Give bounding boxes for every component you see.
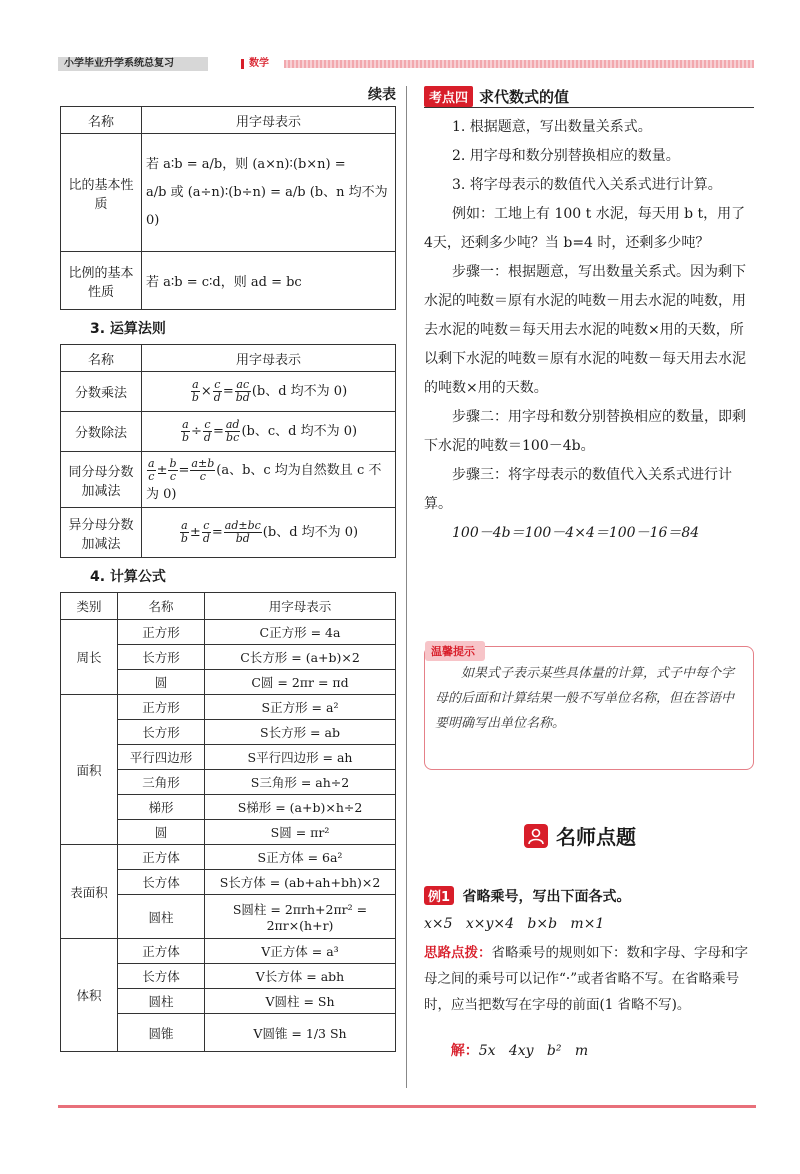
operation-rules-table — [60, 344, 396, 558]
shape-formula: S圆 = πr² — [205, 820, 396, 845]
table-row — [61, 845, 396, 870]
step-explanation: 步骤一：根据题意，写出数量关系式。因为剩下水泥的吨数＝原有水泥的吨数－用去水泥的吨数，用去水泥的吨数＝每天用去水泥的吨数×用的天数，所以剩下水泥的吨数＝原有水泥的吨数－每天用去水泥的吨数×用的天数。 — [424, 264, 746, 396]
shape-name: 正方形 — [118, 695, 205, 720]
table-row — [61, 695, 396, 720]
col-header: 类别 — [61, 593, 118, 620]
shape-name: 梯形 — [118, 795, 205, 820]
col-header: 用字母表示 — [142, 107, 396, 134]
hint-text: 省略乘号的规则如下：数和字母、字母和字母之间的乘号可以记作“·”或者省略不写。在省略乘号时，应当把数写在字母的前面(1 省略不写)。 — [424, 945, 748, 1013]
section-title: 名师点题 — [556, 825, 636, 849]
topic-tag: 考点四 — [424, 86, 473, 107]
topic-title: 求代数式的值 — [479, 88, 570, 106]
shape-name: 长方体 — [118, 870, 205, 895]
shape-formula: S圆柱 = 2πrh+2πr² = 2πr×(h+r) — [205, 895, 396, 939]
steps-list — [424, 113, 754, 548]
step-item: 1. 根据题意，写出数量关系式。 — [452, 119, 652, 135]
shape-formula: S三角形 = ah÷2 — [205, 770, 396, 795]
shape-formula: V正方体 = a³ — [205, 939, 396, 964]
shape-formula: C圆 = 2πr = πd — [205, 670, 396, 695]
tip-label: 温馨提示 — [425, 641, 485, 661]
col-header: 名称 — [118, 593, 205, 620]
header-separator — [241, 59, 244, 69]
formula-condition: (b、d 均不为 0) — [251, 384, 348, 399]
hint-label: 思路点拨： — [424, 945, 492, 961]
formula-condition: (a、b、c 均为自然数且 c 不为 0) — [146, 462, 382, 502]
shape-name: 圆锥 — [118, 1014, 205, 1052]
table-header-row — [61, 107, 396, 134]
table-row — [61, 412, 396, 452]
header-title: 小学毕业升学系统总复习 — [64, 58, 174, 69]
shape-name: 圆 — [118, 820, 205, 845]
shape-formula: S长方体 = (ab+ah+bh)×2 — [205, 870, 396, 895]
example-items: x×5 x×y×4 b×b m×1 — [424, 916, 605, 932]
shape-name: 正方体 — [118, 845, 205, 870]
shape-name: 正方形 — [118, 620, 205, 645]
formula-condition: (b、d 均不为 0) — [262, 525, 359, 540]
shape-formula: S长方形 = ab — [205, 720, 396, 745]
table-row — [61, 939, 396, 964]
row-formula — [142, 134, 396, 252]
formula-condition: (b、c、d 均不为 0) — [241, 424, 358, 439]
calculation: 100－4b＝100－4×4＝100－16＝84 — [452, 525, 700, 541]
shape-name: 长方形 — [118, 645, 205, 670]
table-row — [61, 452, 396, 508]
shape-formula: V圆柱 = Sh — [205, 989, 396, 1014]
row-formula: $\frac{a}{b}$ ÷ $\frac{c}{d}$ = $\frac{ad}{bc}$ (b、c、d 均不为 0) — [142, 412, 396, 452]
answer-text: 5x 4xy b² m — [478, 1043, 589, 1059]
shape-formula: S平行四边形 = ah — [205, 745, 396, 770]
category-cell: 面积 — [61, 695, 118, 845]
step-explanation: 步骤二：用字母和数分别替换相应的数量，即剩下水泥的吨数＝100－4b。 — [424, 409, 746, 454]
shape-name: 长方形 — [118, 720, 205, 745]
step-explanation: 步骤三：将字母表示的数值代入关系式进行计算。 — [424, 467, 732, 512]
example-tag: 例1 — [424, 886, 454, 905]
table-row — [61, 620, 396, 645]
step-item: 3. 将字母表示的数值代入关系式进行计算。 — [452, 177, 722, 193]
col-header: 用字母表示 — [205, 593, 396, 620]
table-row — [61, 134, 396, 252]
shape-formula: S梯形 = (a+b)×h÷2 — [205, 795, 396, 820]
formula-line: 若 a∶b = a/b，则 (a×n)∶(b×n) = — [146, 156, 346, 172]
shape-formula: V长方体 = abh — [205, 964, 396, 989]
section-heading: 3. 运算法则 — [90, 321, 166, 337]
row-name: 异分母分数加减法 — [61, 508, 142, 558]
row-name: 分数乘法 — [61, 372, 142, 412]
row-name: 比例的基本性质 — [61, 252, 142, 310]
shape-name: 圆柱 — [118, 895, 205, 939]
right-column — [424, 86, 754, 1059]
col-header: 名称 — [61, 107, 142, 134]
shape-formula: V圆锥 = 1/3 Sh — [205, 1014, 396, 1052]
example-block — [424, 886, 754, 1076]
shape-name: 圆柱 — [118, 989, 205, 1014]
shape-formula: S正方体 = 6a² — [205, 845, 396, 870]
category-cell: 表面积 — [61, 845, 118, 939]
col-header: 用字母表示 — [142, 345, 396, 372]
table-row — [61, 372, 396, 412]
shape-name: 圆 — [118, 670, 205, 695]
answer-label: 解： — [450, 1043, 479, 1059]
row-formula: $\frac{a}{c}$ ± $\frac{b}{c}$ = $\frac{a\pm b}{c}$ (a、b、c 均为自然数且 c 不为 0) — [142, 452, 396, 508]
row-formula: 若 a∶b = c∶d，则 ad = bc — [142, 252, 396, 310]
shape-name: 平行四边形 — [118, 745, 205, 770]
teacher-icon — [524, 824, 548, 848]
section-title-block — [524, 821, 636, 850]
col-header: 名称 — [61, 345, 142, 372]
answer-line — [424, 1024, 754, 1076]
shape-formula: C长方形 = (a+b)×2 — [205, 645, 396, 670]
page-header — [58, 57, 754, 71]
row-name: 比的基本性质 — [61, 134, 142, 252]
table-row — [61, 508, 396, 558]
topic-underline — [424, 107, 754, 108]
shape-name: 正方体 — [118, 939, 205, 964]
footer-line — [58, 1105, 756, 1108]
formula-table — [60, 592, 396, 1052]
shape-name: 三角形 — [118, 770, 205, 795]
table-row — [61, 252, 396, 310]
shape-formula: S正方形 = a² — [205, 695, 396, 720]
tip-box — [424, 646, 754, 770]
category-cell: 周长 — [61, 620, 118, 695]
section-heading: 4. 计算公式 — [90, 569, 166, 585]
row-formula: $\frac{a}{b}$ ± $\frac{c}{d}$ = $\frac{ad\pm bc}{bd}$ (b、d 均不为 0) — [142, 508, 396, 558]
example-title: 省略乘号，写出下面各式。 — [462, 889, 631, 905]
shape-name: 长方体 — [118, 964, 205, 989]
step-item: 2. 用字母和数分别替换相应的数量。 — [452, 148, 680, 164]
topic-heading — [424, 86, 754, 107]
row-name: 分数除法 — [61, 412, 142, 452]
continued-label: 续表 — [368, 87, 396, 103]
hint-paragraph — [424, 940, 754, 1018]
shape-formula: C正方形 = 4a — [205, 620, 396, 645]
header-subject: 数学 — [249, 58, 269, 69]
row-name: 同分母分数加减法 — [61, 452, 142, 508]
example-text: 例如：工地上有 100 t 水泥，每天用 b t，用了4天，还剩多少吨？当 b=4 时，还剩多少吨？ — [424, 206, 746, 251]
category-cell: 体积 — [61, 939, 118, 1052]
left-column — [60, 84, 396, 1052]
row-formula: $\frac{a}{b}$ × $\frac{c}{d}$ = $\frac{ac}{bd}$ (b、d 均不为 0) — [142, 372, 396, 412]
formula-line: a/b 或 (a÷n)∶(b÷n) = a/b (b、n 均不为0) — [146, 184, 388, 228]
tip-text: 如果式子表示某些具体量的计算，式子中每个字母的后面和计算结果一般不写单位名称，但在答语中要明确写出单位名称。 — [435, 666, 735, 731]
header-stripe — [284, 60, 754, 68]
ratio-table — [60, 106, 396, 310]
column-divider — [406, 86, 407, 1088]
